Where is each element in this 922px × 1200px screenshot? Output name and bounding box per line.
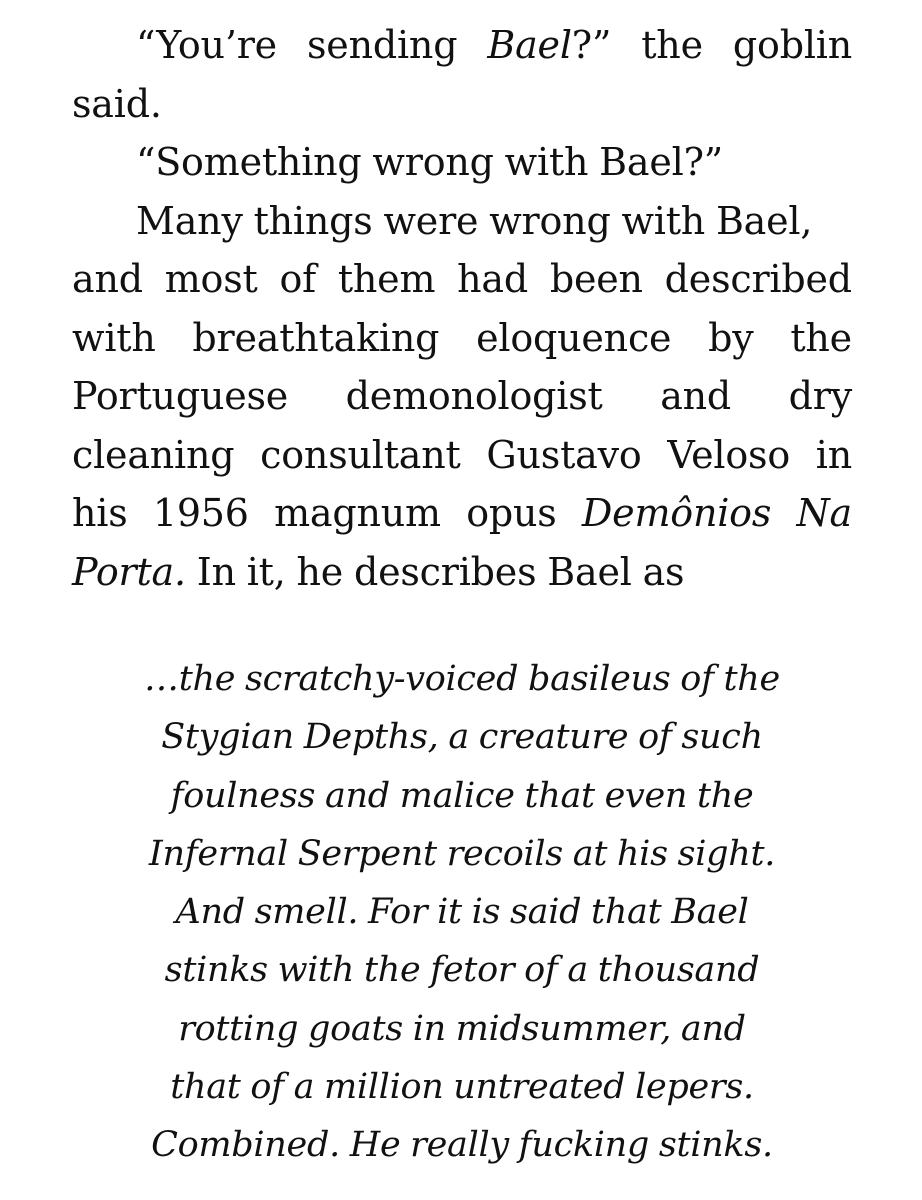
text-run: In it, he describes Bael as (185, 549, 685, 594)
word: by (708, 315, 754, 360)
blockquote-line: Infernal Serpent recoils at his sight. (148, 833, 776, 874)
word: breathtaking (192, 315, 440, 360)
paragraph-3-line-1: Many things were wrong with Bael, (136, 198, 813, 243)
word: Portuguese (72, 374, 289, 418)
blockquote-line: foulness and malice that even the (170, 775, 754, 816)
word: them (337, 257, 436, 301)
blockquote-line: …the scratchy-voiced basileus of the (144, 659, 780, 699)
italic-word: Porta. (72, 549, 186, 594)
paragraph-3-line-4 (72, 367, 852, 426)
word: Veloso (667, 432, 790, 477)
paragraph-3-line-7 (72, 543, 852, 602)
punctuation: ?” (571, 23, 612, 67)
word: in (815, 432, 852, 477)
paragraph-2-line-1: “Something wrong with Bael?” (136, 140, 724, 184)
word: the (641, 23, 703, 67)
blockquote (72, 650, 852, 1175)
word: the (790, 315, 852, 360)
word: “You’re (136, 23, 277, 67)
body-text (72, 16, 852, 601)
word: sending (306, 23, 458, 67)
word: Gustavo (486, 432, 642, 477)
word: described (664, 257, 852, 301)
paragraph-1-line-1 (72, 16, 852, 75)
paragraph-3-line-2 (72, 250, 852, 309)
word: with (72, 315, 156, 360)
word: and (72, 257, 143, 301)
paragraph-3-line-6 (72, 484, 852, 543)
blockquote-line: And smell. For it is said that Bael (175, 892, 749, 933)
word: had (457, 257, 528, 301)
blockquote-line: Stygian Depths, a creature of such (161, 717, 763, 758)
word: opus (466, 491, 557, 535)
word: and (660, 374, 732, 418)
word: his (72, 491, 128, 535)
italic-word: Demônios (581, 491, 772, 535)
word: goblin (732, 23, 852, 67)
word: consultant (260, 432, 461, 477)
word: been (549, 257, 643, 301)
blockquote-line: rotting goats in midsummer, and (178, 1008, 746, 1049)
word: demonologist (345, 374, 603, 418)
word-group (487, 16, 611, 75)
word: eloquence (476, 315, 672, 360)
blockquote-line: stinks with the fetor of a thousand (164, 950, 760, 991)
word: magnum (274, 491, 441, 535)
blockquote-line: that of a million untreated lepers. (170, 1067, 754, 1108)
paragraph-3-line-5 (72, 426, 852, 485)
word: of (279, 257, 316, 301)
blockquote-line: Combined. He really fucking stinks. (151, 1125, 773, 1166)
word: cleaning (72, 432, 235, 477)
italic-word: Bael (487, 23, 572, 67)
word: 1956 (152, 491, 249, 535)
italic-word: Na (796, 491, 852, 535)
word: most (164, 257, 258, 301)
word: dry (788, 374, 852, 418)
paragraph-3-line-3 (72, 309, 852, 368)
paragraph-1-line-2: said. (72, 81, 162, 126)
